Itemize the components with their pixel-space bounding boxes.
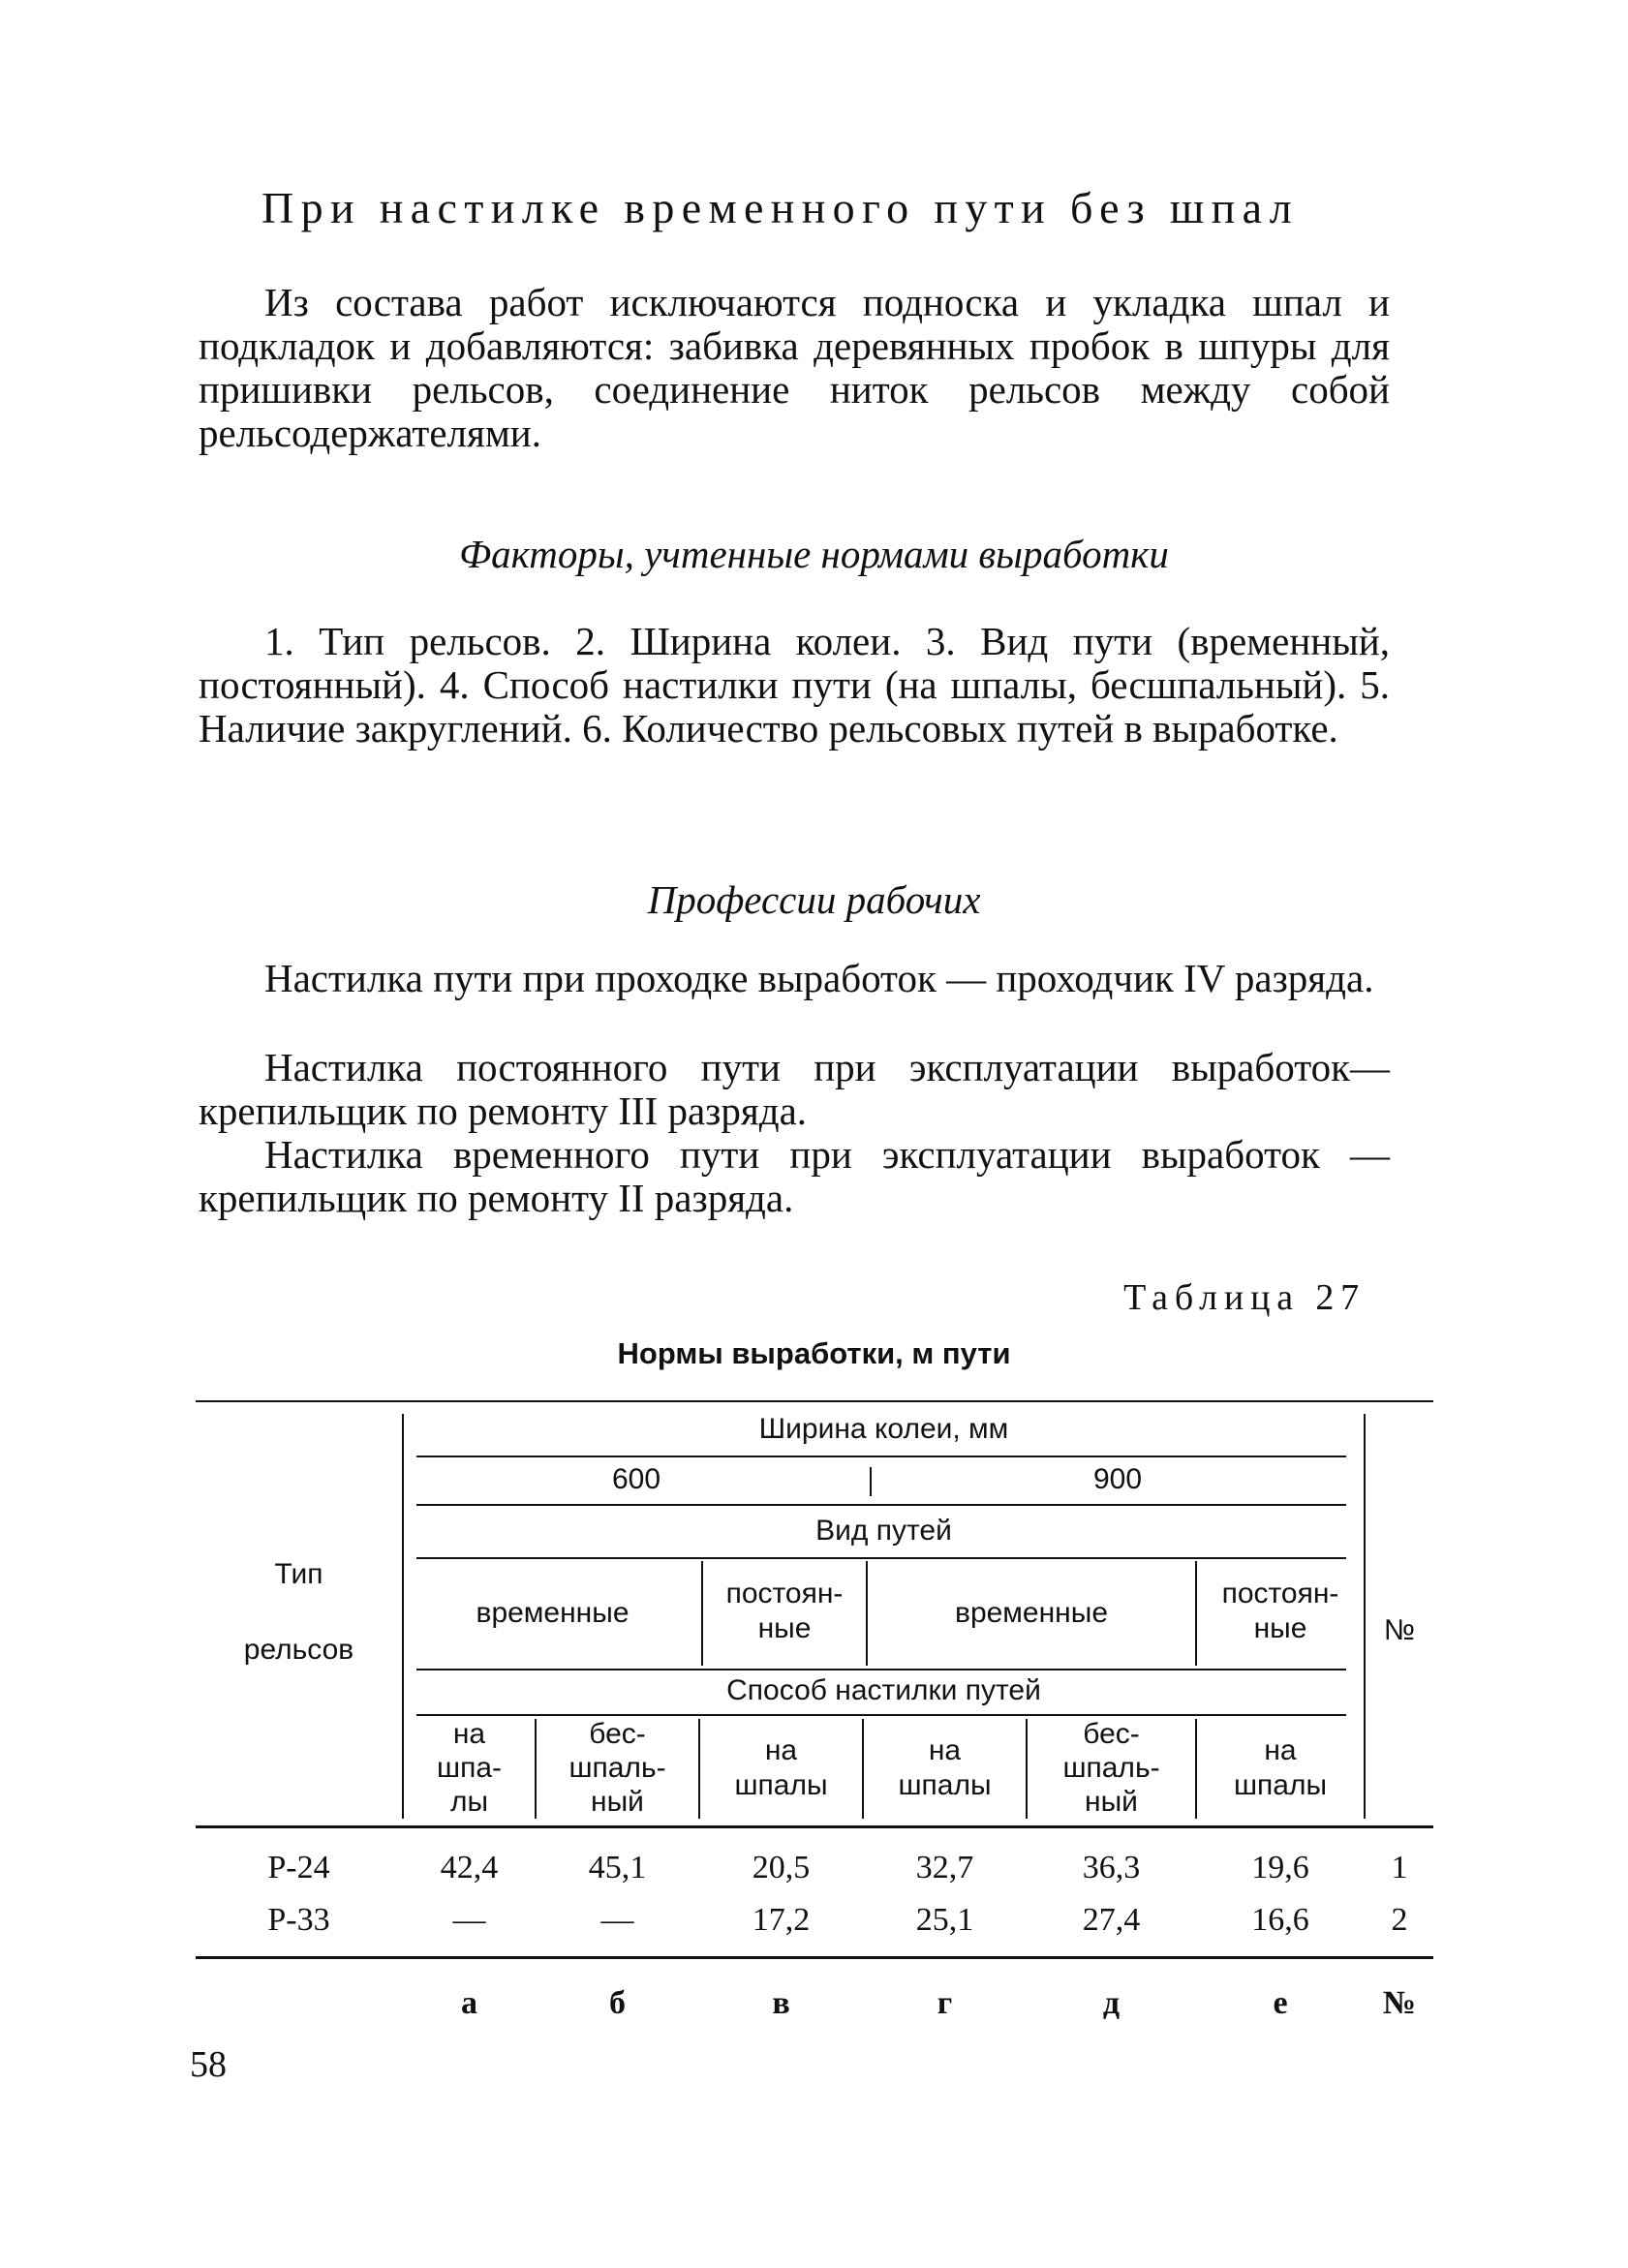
row1-num: 1 bbox=[1391, 1850, 1408, 1885]
header-perm-600-l2: ные bbox=[757, 1612, 812, 1644]
column-letter-b: б bbox=[609, 1985, 626, 2021]
row1-a: 42,4 bbox=[440, 1850, 499, 1885]
header-type-line2: рельсов bbox=[243, 1634, 354, 1666]
row1-f: 19,6 bbox=[1251, 1850, 1309, 1885]
sub-b-l2: шпаль- bbox=[568, 1752, 666, 1784]
paragraph-factors: 1. Тип рельсов. 2. Ширина колеи. 3. Вид пути (временный, постоянный). 4. Способ настилки пути (на шпалы, бесшпальный). 5. Наличие закруглений. 6. Количество рельсовых путей в выработке. bbox=[199, 619, 1390, 751]
row2-f: 16,6 bbox=[1251, 1902, 1309, 1938]
header-perm-600-l1: постоян- bbox=[725, 1578, 844, 1609]
row2-e: 27,4 bbox=[1082, 1902, 1141, 1938]
table-label: Таблица 27 bbox=[1123, 1277, 1366, 1318]
table-hline-method bbox=[416, 1714, 1346, 1716]
sub-f-l2: шпалы bbox=[1233, 1769, 1328, 1801]
header-perm-900-l1: постоян- bbox=[1221, 1578, 1339, 1609]
row2-b: — bbox=[600, 1902, 634, 1938]
header-kind-group: Вид путей bbox=[815, 1515, 952, 1547]
row2-c: 17,2 bbox=[752, 1902, 811, 1938]
table-hline-width bbox=[416, 1456, 1346, 1457]
header-temp-900: временные bbox=[955, 1597, 1108, 1629]
row1-type: Р-24 bbox=[267, 1850, 330, 1885]
column-letter-e: д bbox=[1102, 1985, 1121, 2021]
row2-d: 25,1 bbox=[915, 1902, 974, 1938]
column-letter-num: № bbox=[1382, 1985, 1417, 2021]
sub-e-l3: ный bbox=[1085, 1786, 1138, 1818]
sub-d-l1: на bbox=[928, 1734, 962, 1766]
table-title: Нормы выработки, м пути bbox=[617, 1336, 1011, 1370]
header-width-600: 600 bbox=[611, 1463, 661, 1495]
column-letter-d: г bbox=[937, 1985, 953, 2021]
header-type-line1: Тип bbox=[274, 1558, 323, 1590]
row1-c: 20,5 bbox=[752, 1850, 811, 1885]
table-hline-width-vals bbox=[416, 1504, 1346, 1506]
page-number: 58 bbox=[190, 2044, 227, 2085]
sub-a-l3: лы bbox=[449, 1786, 489, 1818]
row2-type: Р-33 bbox=[267, 1902, 330, 1938]
paragraph-profession-3: Настилка временного пути при эксплуатации выработок — крепильщик по ремонту II разряда. bbox=[199, 1132, 1390, 1220]
row2-a: — bbox=[452, 1902, 486, 1938]
table-hline-kind bbox=[416, 1557, 1346, 1559]
header-width-900: 900 bbox=[1092, 1463, 1143, 1495]
paragraph-no-sleepers: Из состава работ исключаются подноска и укладка шпал и подкладок и добавляются: забивка деревянных пробок в шпуры для пришивки рельсов, соединение ниток рельсов между собой рельсодержателями. bbox=[199, 280, 1390, 455]
column-letter-f: е bbox=[1273, 1985, 1288, 2021]
section-heading-factors: Факторы, учтенные нормами выработки bbox=[459, 532, 1169, 576]
table-top-rule bbox=[196, 1400, 1433, 1402]
table-bottom-rule bbox=[196, 1956, 1433, 1959]
column-letter-c: в bbox=[772, 1985, 790, 2021]
header-temp-600: временные bbox=[476, 1597, 630, 1629]
row1-d: 32,7 bbox=[915, 1850, 974, 1885]
header-perm-900-l2: ные bbox=[1253, 1612, 1307, 1644]
sub-f-l1: на bbox=[1264, 1734, 1297, 1766]
sub-c-l1: на bbox=[764, 1734, 798, 1766]
row1-b: 45,1 bbox=[588, 1850, 647, 1885]
section-heading-professions: Профессии рабочих bbox=[647, 877, 981, 922]
table-header-rule bbox=[196, 1825, 1433, 1828]
header-num: № bbox=[1383, 1614, 1416, 1646]
section-heading-no-sleepers: При настилке временного пути без шпал bbox=[261, 183, 1300, 232]
header-method-group: Способ настилки путей bbox=[726, 1674, 1041, 1706]
column-letter-a: а bbox=[461, 1985, 477, 2021]
paragraph-profession-1: Настилка пути при проходке выработок — проходчик IV разряда. bbox=[264, 956, 1374, 1000]
sub-a-l2: шпа- bbox=[437, 1752, 502, 1784]
sub-e-l1: бес- bbox=[1083, 1718, 1140, 1750]
row2-num: 2 bbox=[1391, 1902, 1408, 1938]
sub-e-l2: шпаль- bbox=[1062, 1752, 1160, 1784]
sub-a-l1: на bbox=[452, 1718, 486, 1750]
sub-c-l2: шпалы bbox=[734, 1769, 828, 1801]
table-hline-kind-vals bbox=[416, 1669, 1346, 1670]
header-width-group: Ширина колеи, мм bbox=[758, 1413, 1009, 1445]
paragraph-profession-2: Настилка постоянного пути при эксплуатации выработок— крепильщик по ремонту III разряда. bbox=[199, 1045, 1390, 1133]
sub-d-l2: шпалы bbox=[898, 1769, 992, 1801]
sub-b-l3: ный bbox=[591, 1786, 644, 1818]
sub-b-l1: бес- bbox=[589, 1718, 646, 1750]
row1-e: 36,3 bbox=[1082, 1850, 1141, 1885]
